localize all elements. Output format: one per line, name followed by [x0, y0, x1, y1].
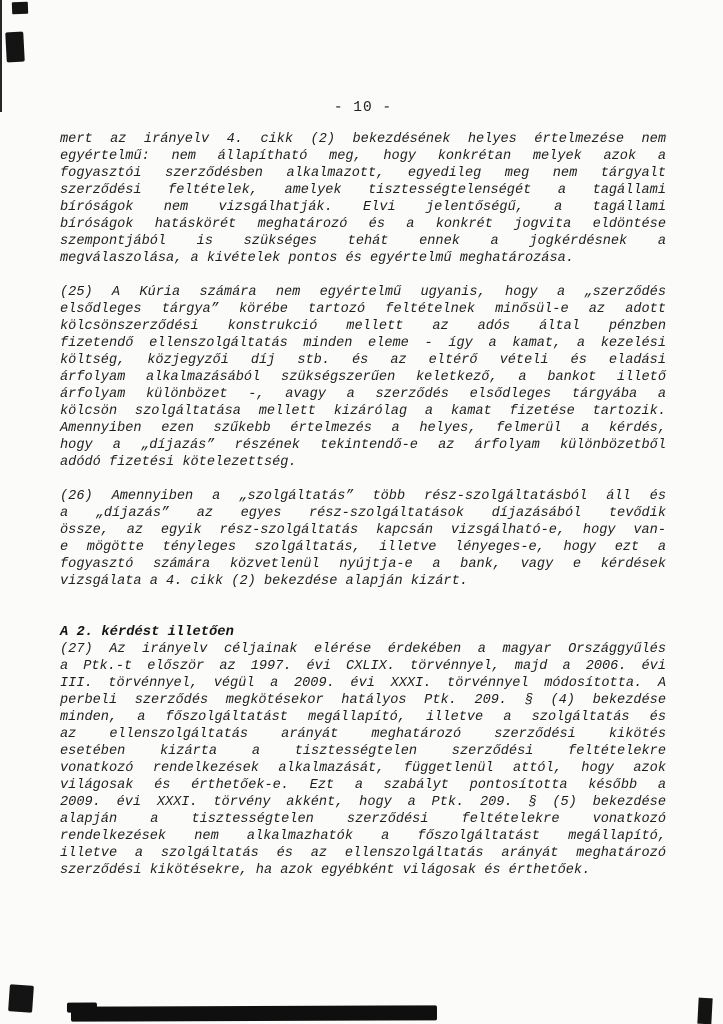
text-line: egyértelmű: nem állapítható meg, hogy konkrétan melyek azok a: [60, 149, 666, 164]
text-line: szerződési kikötésekre, ha azok egyébként világosak és érthetőek.: [60, 863, 591, 878]
text-line: árfolyam alkalmazásából szükségszerűen keletkező, a bankot illető: [60, 370, 666, 385]
text-line: szempontjából is szükséges tehát ennek a jogkérdésnek a: [60, 234, 666, 249]
scan-mark-top-left: [12, 2, 28, 15]
text-line: rendelkezések nem alkalmazhatók a főszolgáltatást megállapító,: [60, 829, 666, 844]
text-line: megválaszolása, a kivételek pontos és egyértelmű meghatározása.: [60, 251, 574, 266]
scan-mark-left-edge-line: [0, 0, 2, 112]
text-line: az ellenszolgáltatás arányát meghatározó szerződési kikötés: [60, 727, 666, 742]
text-line: hogy a „díjazás” részének tekintendő-e az árfolyam különbözetből: [60, 438, 666, 453]
text-line: bíróságok nem vizsgálhatják. Elvi jelentőségű, a tagállami: [60, 200, 666, 215]
text-line: perbeli szerződés megkötésekor hatályos Ptk. 209. § (4) bekezdése: [60, 693, 666, 708]
scan-mark-bottom-right: [697, 998, 712, 1024]
text-line: illetve a szolgáltatás és az ellenszolgáltatás arányát meghatározó: [60, 846, 666, 861]
text-line: szerződési feltételek, amelyek tisztességtelenségét a tagállami: [60, 183, 666, 198]
text-line: a „díjazás” az egyes rész-szolgáltatások díjazásából tevődik: [60, 506, 666, 521]
scan-mark-bottom-bar: [71, 1005, 437, 1021]
text-line: árfolyam különbözet -, avagy a szerződés elsődleges tárgyába a: [60, 387, 666, 402]
text-line: III. törvénnyel, végül a 2009. évi XXXI. törvénnyel módosította. A: [60, 676, 666, 691]
text-line: kölcsönszerződési konstrukció mellett az adós által pénzben: [60, 319, 666, 334]
scan-mark-bottom-left: [8, 984, 34, 1013]
text-line: vizsgálata a 4. cikk (2) bekezdése alapján kizárt.: [60, 574, 468, 589]
paragraph-25: [60, 284, 666, 471]
text-line: (26) Amennyiben a „szolgáltatás” több rész-szolgáltatásból áll és: [60, 489, 666, 504]
text-line: vonatkozó rendelkezések alkalmazását, függetlenül attól, hogy azok: [60, 761, 666, 776]
text-line: minden, a főszolgáltatást megállapító, illetve a szolgáltatás és: [60, 710, 666, 725]
text-line: alapján a tisztességtelen szerződési feltételekre vonatkozó: [60, 812, 666, 827]
text-line: (25) A Kúria számára nem egyértelmű ugyanis, hogy a „szerződés: [60, 285, 666, 300]
text-line: (27) Az irányelv céljainak elérése érdekében a magyar Országgyűlés: [60, 642, 666, 657]
text-line: 2009. évi XXXI. törvény akként, hogy a Ptk. 209. § (5) bekezdése: [60, 795, 666, 810]
paragraph-26: [60, 488, 666, 590]
text-line: adódó fizetési kötelezettség.: [60, 455, 297, 470]
text-line: világosak és érthetőek-e. Ezt a szabályt pontosította később a: [60, 778, 666, 793]
paragraph-27: [60, 641, 666, 879]
scan-mark-left-blob: [5, 32, 25, 63]
text-line: össze, az egyik rész-szolgáltatás kapcsán vizsgálható-e, hogy van-: [60, 523, 666, 538]
page-number: - 10 -: [333, 100, 393, 116]
paragraph-continuation: [60, 131, 666, 267]
text-line: fogyasztó számára közvetlenül nyújtja-e a bank, vagy e kérdések: [60, 557, 666, 572]
text-line: kölcsön szolgáltatása mellett kizárólag a kamat fizetése tartozik.: [60, 404, 666, 419]
text-line: költség, közjegyzői díj stb. és az eltérő vételi és eladási: [60, 353, 666, 368]
text-line: bíróságok hatáskörét meghatározó és a konkrét jogvita eldöntése: [60, 217, 666, 232]
text-line: a Ptk.-t először az 1997. évi CXLIX. törvénnyel, majd a 2006. évi: [60, 659, 666, 674]
text-line: esetében kizárta a tisztességtelen szerződési feltételekre: [60, 744, 666, 759]
text-line: Amennyiben ezen szűkebb értelmezés a helyes, felmerül a kérdés,: [60, 421, 666, 436]
text-line: mert az irányelv 4. cikk (2) bekezdésének helyes értelmezése nem: [60, 132, 666, 147]
section-heading-question-2: A 2. kérdést illetően: [60, 625, 234, 640]
text-line: fizetendő ellenszolgáltatás minden eleme - így a kamat, a kezelési: [60, 336, 666, 351]
text-line: fogyasztói szerződésben alkalmazott, egyedileg meg nem tárgyalt: [60, 166, 666, 181]
document-body: [60, 131, 666, 896]
text-line: elsődleges tárgya” körébe tartozó feltételnek minősül-e az adott: [60, 302, 666, 317]
text-line: e mögötte tényleges szolgáltatás, illetve lényeges-e, hogy ezt a: [60, 540, 666, 555]
